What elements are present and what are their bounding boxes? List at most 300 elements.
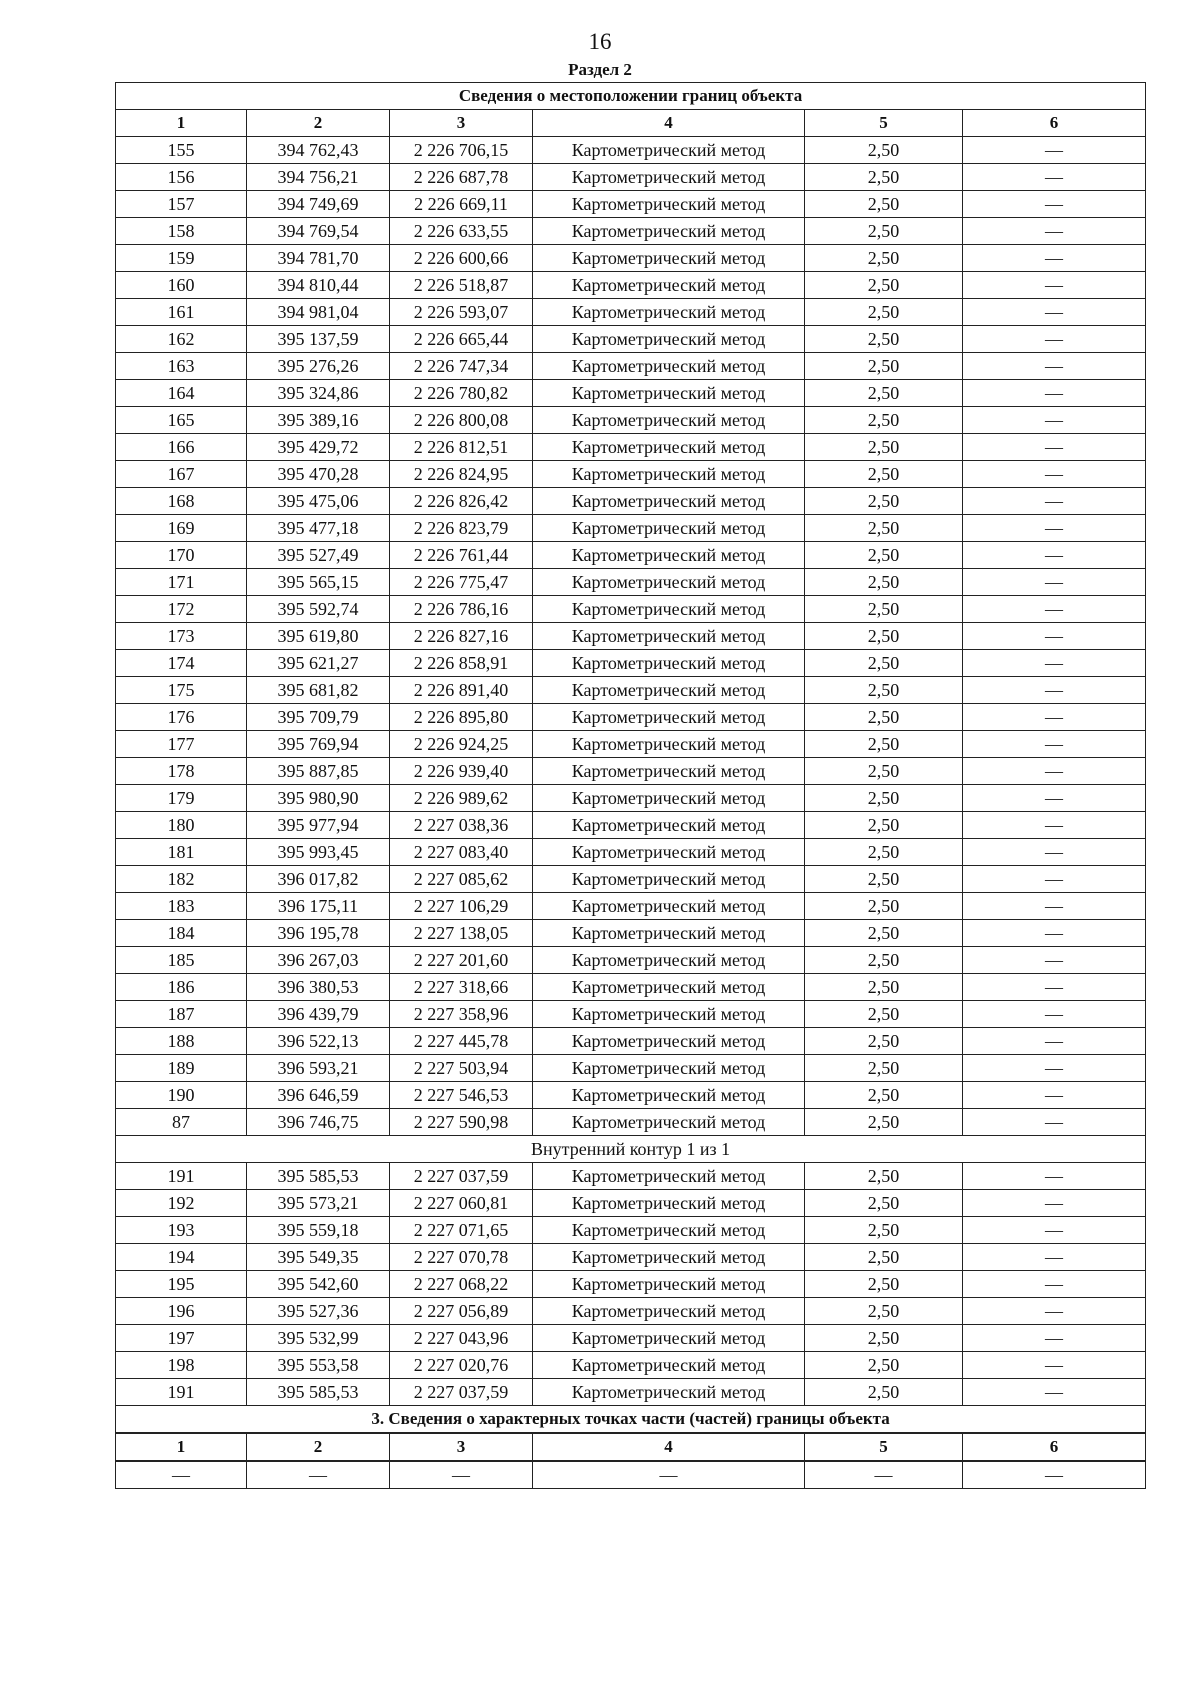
- table-cell: 396 175,11: [247, 893, 390, 920]
- table-cell: 395 137,59: [247, 326, 390, 353]
- table-cell: 395 542,60: [247, 1271, 390, 1298]
- table-cell: 2 227 037,59: [390, 1379, 533, 1406]
- column-header: 6: [963, 110, 1146, 137]
- table-cell: —: [963, 812, 1146, 839]
- table-row: [116, 218, 1146, 245]
- table-cell: —: [963, 434, 1146, 461]
- table-cell: Картометрический метод: [533, 893, 805, 920]
- table-cell: —: [963, 461, 1146, 488]
- table-cell: 184: [116, 920, 247, 947]
- table-cell: 2 226 924,25: [390, 731, 533, 758]
- table-row: [116, 1082, 1146, 1109]
- table-cell: Картометрический метод: [533, 1352, 805, 1379]
- table-cell: —: [963, 785, 1146, 812]
- table-cell: Картометрический метод: [533, 218, 805, 245]
- table-cell: 196: [116, 1298, 247, 1325]
- table-cell: 2 226 989,62: [390, 785, 533, 812]
- table-row: [116, 380, 1146, 407]
- table-cell: —: [963, 974, 1146, 1001]
- table-row: [116, 515, 1146, 542]
- table-cell: 2,50: [805, 380, 963, 407]
- table-cell: Картометрический метод: [533, 704, 805, 731]
- table-row: [116, 245, 1146, 272]
- table-row: [116, 947, 1146, 974]
- table-cell: 87: [116, 1109, 247, 1136]
- table-cell: 2,50: [805, 299, 963, 326]
- table-cell: —: [963, 542, 1146, 569]
- table-cell: 2,50: [805, 164, 963, 191]
- table-cell: 2 226 761,44: [390, 542, 533, 569]
- table-cell: Картометрический метод: [533, 1001, 805, 1028]
- table-cell: 2,50: [805, 1244, 963, 1271]
- table-cell: 2,50: [805, 974, 963, 1001]
- table-cell: 2 226 812,51: [390, 434, 533, 461]
- table-cell: 170: [116, 542, 247, 569]
- table-cell: 2 226 593,07: [390, 299, 533, 326]
- table-cell: 2,50: [805, 1163, 963, 1190]
- table-cell: 2 226 518,87: [390, 272, 533, 299]
- table-cell: Картометрический метод: [533, 947, 805, 974]
- table-cell: 2,50: [805, 1028, 963, 1055]
- inner-contour-label-row: [116, 1136, 1146, 1163]
- table-cell: Картометрический метод: [533, 1109, 805, 1136]
- table-cell: 2,50: [805, 1271, 963, 1298]
- table-cell: Картометрический метод: [533, 1217, 805, 1244]
- table-cell: 396 017,82: [247, 866, 390, 893]
- table-cell: Картометрический метод: [533, 461, 805, 488]
- table-cell: 2 226 665,44: [390, 326, 533, 353]
- table-cell: 2 227 138,05: [390, 920, 533, 947]
- column-header: 2: [247, 110, 390, 137]
- boundary-coordinates-table: [115, 82, 1146, 1489]
- table-cell: 2 227 546,53: [390, 1082, 533, 1109]
- table-cell: 396 195,78: [247, 920, 390, 947]
- column-header: 6: [963, 1433, 1146, 1461]
- table-cell: 2,50: [805, 1055, 963, 1082]
- table-cell: 2 227 037,59: [390, 1163, 533, 1190]
- table-row: [116, 407, 1146, 434]
- table-cell: 2,50: [805, 1217, 963, 1244]
- table-cell: 395 993,45: [247, 839, 390, 866]
- table-cell: 394 810,44: [247, 272, 390, 299]
- table-cell: 169: [116, 515, 247, 542]
- table-cell: 396 439,79: [247, 1001, 390, 1028]
- table-cell: —: [963, 839, 1146, 866]
- table-cell: —: [963, 650, 1146, 677]
- table-cell: 2,50: [805, 326, 963, 353]
- table-cell: 395 585,53: [247, 1379, 390, 1406]
- table-cell: 195: [116, 1271, 247, 1298]
- table-cell: 189: [116, 1055, 247, 1082]
- table-cell: —: [963, 1055, 1146, 1082]
- page-number: 16: [588, 29, 612, 54]
- table-cell: 396 522,13: [247, 1028, 390, 1055]
- table-row: [116, 434, 1146, 461]
- table-cell: —: [963, 407, 1146, 434]
- table-cell: 395 429,72: [247, 434, 390, 461]
- table-cell: 2,50: [805, 1298, 963, 1325]
- table-cell: —: [963, 677, 1146, 704]
- table-cell: 2 226 858,91: [390, 650, 533, 677]
- table-cell: 197: [116, 1325, 247, 1352]
- table-cell: 2,50: [805, 731, 963, 758]
- table-cell: 2,50: [805, 893, 963, 920]
- table-cell: —: [963, 947, 1146, 974]
- table-cell: 2 226 669,11: [390, 191, 533, 218]
- table-cell: —: [963, 191, 1146, 218]
- table-cell: 2,50: [805, 137, 963, 164]
- table-cell: —: [963, 380, 1146, 407]
- table-cell: 2,50: [805, 461, 963, 488]
- table-cell: 2,50: [805, 542, 963, 569]
- table-cell: 395 977,94: [247, 812, 390, 839]
- table-cell: 396 267,03: [247, 947, 390, 974]
- table-cell: 395 389,16: [247, 407, 390, 434]
- table-cell: 2,50: [805, 785, 963, 812]
- table-cell: Картометрический метод: [533, 245, 805, 272]
- table-title: Сведения о местоположении границ объекта: [116, 83, 1146, 110]
- table-cell: Картометрический метод: [533, 1244, 805, 1271]
- table-cell: 167: [116, 461, 247, 488]
- table-cell: 172: [116, 596, 247, 623]
- table-row: [116, 191, 1146, 218]
- table-cell: 187: [116, 1001, 247, 1028]
- table-cell: 186: [116, 974, 247, 1001]
- table-cell: 174: [116, 650, 247, 677]
- table-cell: 163: [116, 353, 247, 380]
- table-cell: —: [963, 1217, 1146, 1244]
- table-cell: Картометрический метод: [533, 1055, 805, 1082]
- table-cell: 183: [116, 893, 247, 920]
- table-cell: 191: [116, 1163, 247, 1190]
- table-cell: —: [963, 353, 1146, 380]
- table-cell: —: [963, 866, 1146, 893]
- table-cell: 168: [116, 488, 247, 515]
- table-row: [116, 1244, 1146, 1271]
- table-cell: 2 226 780,82: [390, 380, 533, 407]
- table-cell: Картометрический метод: [533, 596, 805, 623]
- table-cell: 188: [116, 1028, 247, 1055]
- table-cell: —: [963, 596, 1146, 623]
- table-cell: —: [963, 623, 1146, 650]
- table-cell: 2 226 895,80: [390, 704, 533, 731]
- table-cell: 156: [116, 164, 247, 191]
- table-cell: —: [963, 1190, 1146, 1217]
- table-cell: 2 226 891,40: [390, 677, 533, 704]
- table-cell: 2,50: [805, 434, 963, 461]
- table-cell: Картометрический метод: [533, 407, 805, 434]
- table-row: [116, 974, 1146, 1001]
- table-cell: 180: [116, 812, 247, 839]
- table-cell: Картометрический метод: [533, 137, 805, 164]
- table-cell: 395 585,53: [247, 1163, 390, 1190]
- table-cell: 2,50: [805, 920, 963, 947]
- table-cell: 2,50: [805, 1325, 963, 1352]
- table-cell: —: [963, 1163, 1146, 1190]
- table-cell: 395 559,18: [247, 1217, 390, 1244]
- table-cell: 395 887,85: [247, 758, 390, 785]
- column-header: 3: [390, 1433, 533, 1461]
- table-cell: —: [963, 326, 1146, 353]
- table-cell: 2 226 823,79: [390, 515, 533, 542]
- table-cell: Картометрический метод: [533, 1379, 805, 1406]
- table-cell: 165: [116, 407, 247, 434]
- table-cell: 176: [116, 704, 247, 731]
- table-cell: 194: [116, 1244, 247, 1271]
- table-row: [116, 1352, 1146, 1379]
- table-row: [116, 731, 1146, 758]
- table-row: [116, 569, 1146, 596]
- table-cell: 198: [116, 1352, 247, 1379]
- table-cell: Картометрический метод: [533, 1325, 805, 1352]
- table-cell: Картометрический метод: [533, 974, 805, 1001]
- table-cell: 395 324,86: [247, 380, 390, 407]
- table-cell: —: [963, 1379, 1146, 1406]
- table-cell: 2 227 070,78: [390, 1244, 533, 1271]
- table-row: [116, 866, 1146, 893]
- column-header: 1: [116, 110, 247, 137]
- table-cell: 2 227 445,78: [390, 1028, 533, 1055]
- table-title-row: [116, 83, 1146, 110]
- inner-contour-label: Внутренний контур 1 из 1: [116, 1136, 1146, 1163]
- table-cell: 394 756,21: [247, 164, 390, 191]
- table-cell: 190: [116, 1082, 247, 1109]
- table-cell: 2,50: [805, 353, 963, 380]
- table-cell: 2 226 600,66: [390, 245, 533, 272]
- table-cell: 2,50: [805, 1109, 963, 1136]
- table-cell: —: [963, 1244, 1146, 1271]
- table-cell: 394 749,69: [247, 191, 390, 218]
- table-cell: 193: [116, 1217, 247, 1244]
- table-row: [116, 272, 1146, 299]
- table-row: [116, 1001, 1146, 1028]
- table-cell: Картометрический метод: [533, 326, 805, 353]
- table-row: [116, 677, 1146, 704]
- table-cell: 395 527,49: [247, 542, 390, 569]
- table-cell: 2,50: [805, 569, 963, 596]
- table-cell: 2,50: [805, 407, 963, 434]
- table-cell: —: [116, 1461, 247, 1489]
- table-row: [116, 137, 1146, 164]
- table-cell: —: [963, 1082, 1146, 1109]
- table-cell: Картометрический метод: [533, 488, 805, 515]
- column-header: 4: [533, 1433, 805, 1461]
- table-row: [116, 299, 1146, 326]
- table-cell: 2 226 775,47: [390, 569, 533, 596]
- table-cell: Картометрический метод: [533, 1298, 805, 1325]
- table-cell: —: [963, 704, 1146, 731]
- table-cell: 2 227 083,40: [390, 839, 533, 866]
- table-row: [116, 1109, 1146, 1136]
- table-cell: 178: [116, 758, 247, 785]
- table-row: [116, 1461, 1146, 1489]
- table-cell: 2,50: [805, 1190, 963, 1217]
- section-label: Раздел 2: [568, 60, 632, 79]
- table-cell: 2 227 106,29: [390, 893, 533, 920]
- table-cell: —: [963, 272, 1146, 299]
- table-cell: —: [247, 1461, 390, 1489]
- table-cell: 395 980,90: [247, 785, 390, 812]
- table-cell: 394 762,43: [247, 137, 390, 164]
- table-cell: —: [963, 731, 1146, 758]
- table-cell: Картометрический метод: [533, 812, 805, 839]
- table-cell: 182: [116, 866, 247, 893]
- table-row: [116, 1298, 1146, 1325]
- table-cell: 394 981,04: [247, 299, 390, 326]
- table-cell: Картометрический метод: [533, 731, 805, 758]
- table-cell: —: [963, 1325, 1146, 1352]
- table-cell: —: [963, 299, 1146, 326]
- table-cell: 2 227 038,36: [390, 812, 533, 839]
- table-cell: 395 532,99: [247, 1325, 390, 1352]
- table-cell: 171: [116, 569, 247, 596]
- table-cell: 395 553,58: [247, 1352, 390, 1379]
- section3-title: 3. Сведения о характерных точках части (частей) границы объекта: [116, 1406, 1146, 1434]
- table-cell: 395 276,26: [247, 353, 390, 380]
- table-cell: 2 226 786,16: [390, 596, 533, 623]
- table-cell: Картометрический метод: [533, 272, 805, 299]
- table-cell: Картометрический метод: [533, 515, 805, 542]
- table-cell: 191: [116, 1379, 247, 1406]
- table-cell: Картометрический метод: [533, 1028, 805, 1055]
- table-cell: Картометрический метод: [533, 920, 805, 947]
- table-cell: Картометрический метод: [533, 191, 805, 218]
- table-cell: 395 549,35: [247, 1244, 390, 1271]
- table-cell: 2,50: [805, 704, 963, 731]
- table-cell: 395 681,82: [247, 677, 390, 704]
- table-cell: 2,50: [805, 1082, 963, 1109]
- table-cell: 2,50: [805, 488, 963, 515]
- table-cell: Картометрический метод: [533, 1271, 805, 1298]
- table-cell: 2 226 826,42: [390, 488, 533, 515]
- table-cell: Картометрический метод: [533, 1190, 805, 1217]
- table-cell: 2,50: [805, 1379, 963, 1406]
- table-cell: 2 227 056,89: [390, 1298, 533, 1325]
- table-cell: —: [963, 164, 1146, 191]
- table-cell: 159: [116, 245, 247, 272]
- table-cell: 395 621,27: [247, 650, 390, 677]
- table-cell: 394 781,70: [247, 245, 390, 272]
- table-cell: —: [963, 1352, 1146, 1379]
- table-cell: 157: [116, 191, 247, 218]
- table-cell: 395 769,94: [247, 731, 390, 758]
- table-cell: —: [963, 1109, 1146, 1136]
- table-cell: Картометрический метод: [533, 677, 805, 704]
- table-cell: 2 226 824,95: [390, 461, 533, 488]
- table-cell: —: [805, 1461, 963, 1489]
- table-cell: 2,50: [805, 866, 963, 893]
- table-cell: 162: [116, 326, 247, 353]
- table-cell: 2 227 590,98: [390, 1109, 533, 1136]
- table-cell: 2 227 358,96: [390, 1001, 533, 1028]
- table-row: [116, 1055, 1146, 1082]
- table-row: [116, 1217, 1146, 1244]
- table-cell: 166: [116, 434, 247, 461]
- table-cell: 2 226 687,78: [390, 164, 533, 191]
- table-cell: Картометрический метод: [533, 299, 805, 326]
- table-cell: 396 593,21: [247, 1055, 390, 1082]
- table-cell: —: [533, 1461, 805, 1489]
- table-cell: 395 470,28: [247, 461, 390, 488]
- column-header: 4: [533, 110, 805, 137]
- table-cell: —: [963, 137, 1146, 164]
- table-cell: Картометрический метод: [533, 785, 805, 812]
- table-cell: 161: [116, 299, 247, 326]
- table-cell: —: [963, 1028, 1146, 1055]
- table-row: [116, 785, 1146, 812]
- table-cell: Картометрический метод: [533, 623, 805, 650]
- table-row: [116, 353, 1146, 380]
- table-cell: 2 227 020,76: [390, 1352, 533, 1379]
- column-header-row: [116, 110, 1146, 137]
- table-cell: 185: [116, 947, 247, 974]
- table-cell: 2 227 201,60: [390, 947, 533, 974]
- table-row: [116, 623, 1146, 650]
- table-cell: 155: [116, 137, 247, 164]
- table-row: [116, 488, 1146, 515]
- table-cell: Картометрический метод: [533, 1163, 805, 1190]
- table-cell: 2 227 503,94: [390, 1055, 533, 1082]
- table-cell: Картометрический метод: [533, 866, 805, 893]
- table-cell: 2,50: [805, 839, 963, 866]
- table-cell: —: [963, 1298, 1146, 1325]
- table-cell: —: [963, 569, 1146, 596]
- table-cell: 2,50: [805, 1001, 963, 1028]
- table-cell: —: [390, 1461, 533, 1489]
- table-cell: 2,50: [805, 623, 963, 650]
- table-cell: 2,50: [805, 245, 963, 272]
- table-cell: 2,50: [805, 947, 963, 974]
- table-cell: 395 573,21: [247, 1190, 390, 1217]
- table-cell: —: [963, 1001, 1146, 1028]
- table-cell: 2,50: [805, 515, 963, 542]
- table-cell: —: [963, 515, 1146, 542]
- table-cell: 2 226 706,15: [390, 137, 533, 164]
- table-cell: 164: [116, 380, 247, 407]
- table-cell: 2 226 827,16: [390, 623, 533, 650]
- table-cell: Картометрический метод: [533, 164, 805, 191]
- table-cell: 395 475,06: [247, 488, 390, 515]
- table-cell: 395 477,18: [247, 515, 390, 542]
- column-header: 5: [805, 1433, 963, 1461]
- column-header: 5: [805, 110, 963, 137]
- table-cell: —: [963, 893, 1146, 920]
- table-row: [116, 1163, 1146, 1190]
- table-cell: 2 226 800,08: [390, 407, 533, 434]
- table-cell: 192: [116, 1190, 247, 1217]
- table-cell: 2 227 085,62: [390, 866, 533, 893]
- column-header: 3: [390, 110, 533, 137]
- table-cell: Картометрический метод: [533, 380, 805, 407]
- table-row: [116, 461, 1146, 488]
- table-cell: 394 769,54: [247, 218, 390, 245]
- table-cell: 2,50: [805, 272, 963, 299]
- table-cell: 2 227 068,22: [390, 1271, 533, 1298]
- table-cell: 2,50: [805, 218, 963, 245]
- table-cell: Картометрический метод: [533, 839, 805, 866]
- table-cell: 2,50: [805, 758, 963, 785]
- table-row: [116, 839, 1146, 866]
- table-cell: 2 226 747,34: [390, 353, 533, 380]
- table-cell: 2 227 060,81: [390, 1190, 533, 1217]
- table-cell: 395 565,15: [247, 569, 390, 596]
- table-row: [116, 1325, 1146, 1352]
- table-cell: 2 227 071,65: [390, 1217, 533, 1244]
- table-row: [116, 650, 1146, 677]
- table-cell: 2,50: [805, 650, 963, 677]
- table-cell: 181: [116, 839, 247, 866]
- table-cell: 396 746,75: [247, 1109, 390, 1136]
